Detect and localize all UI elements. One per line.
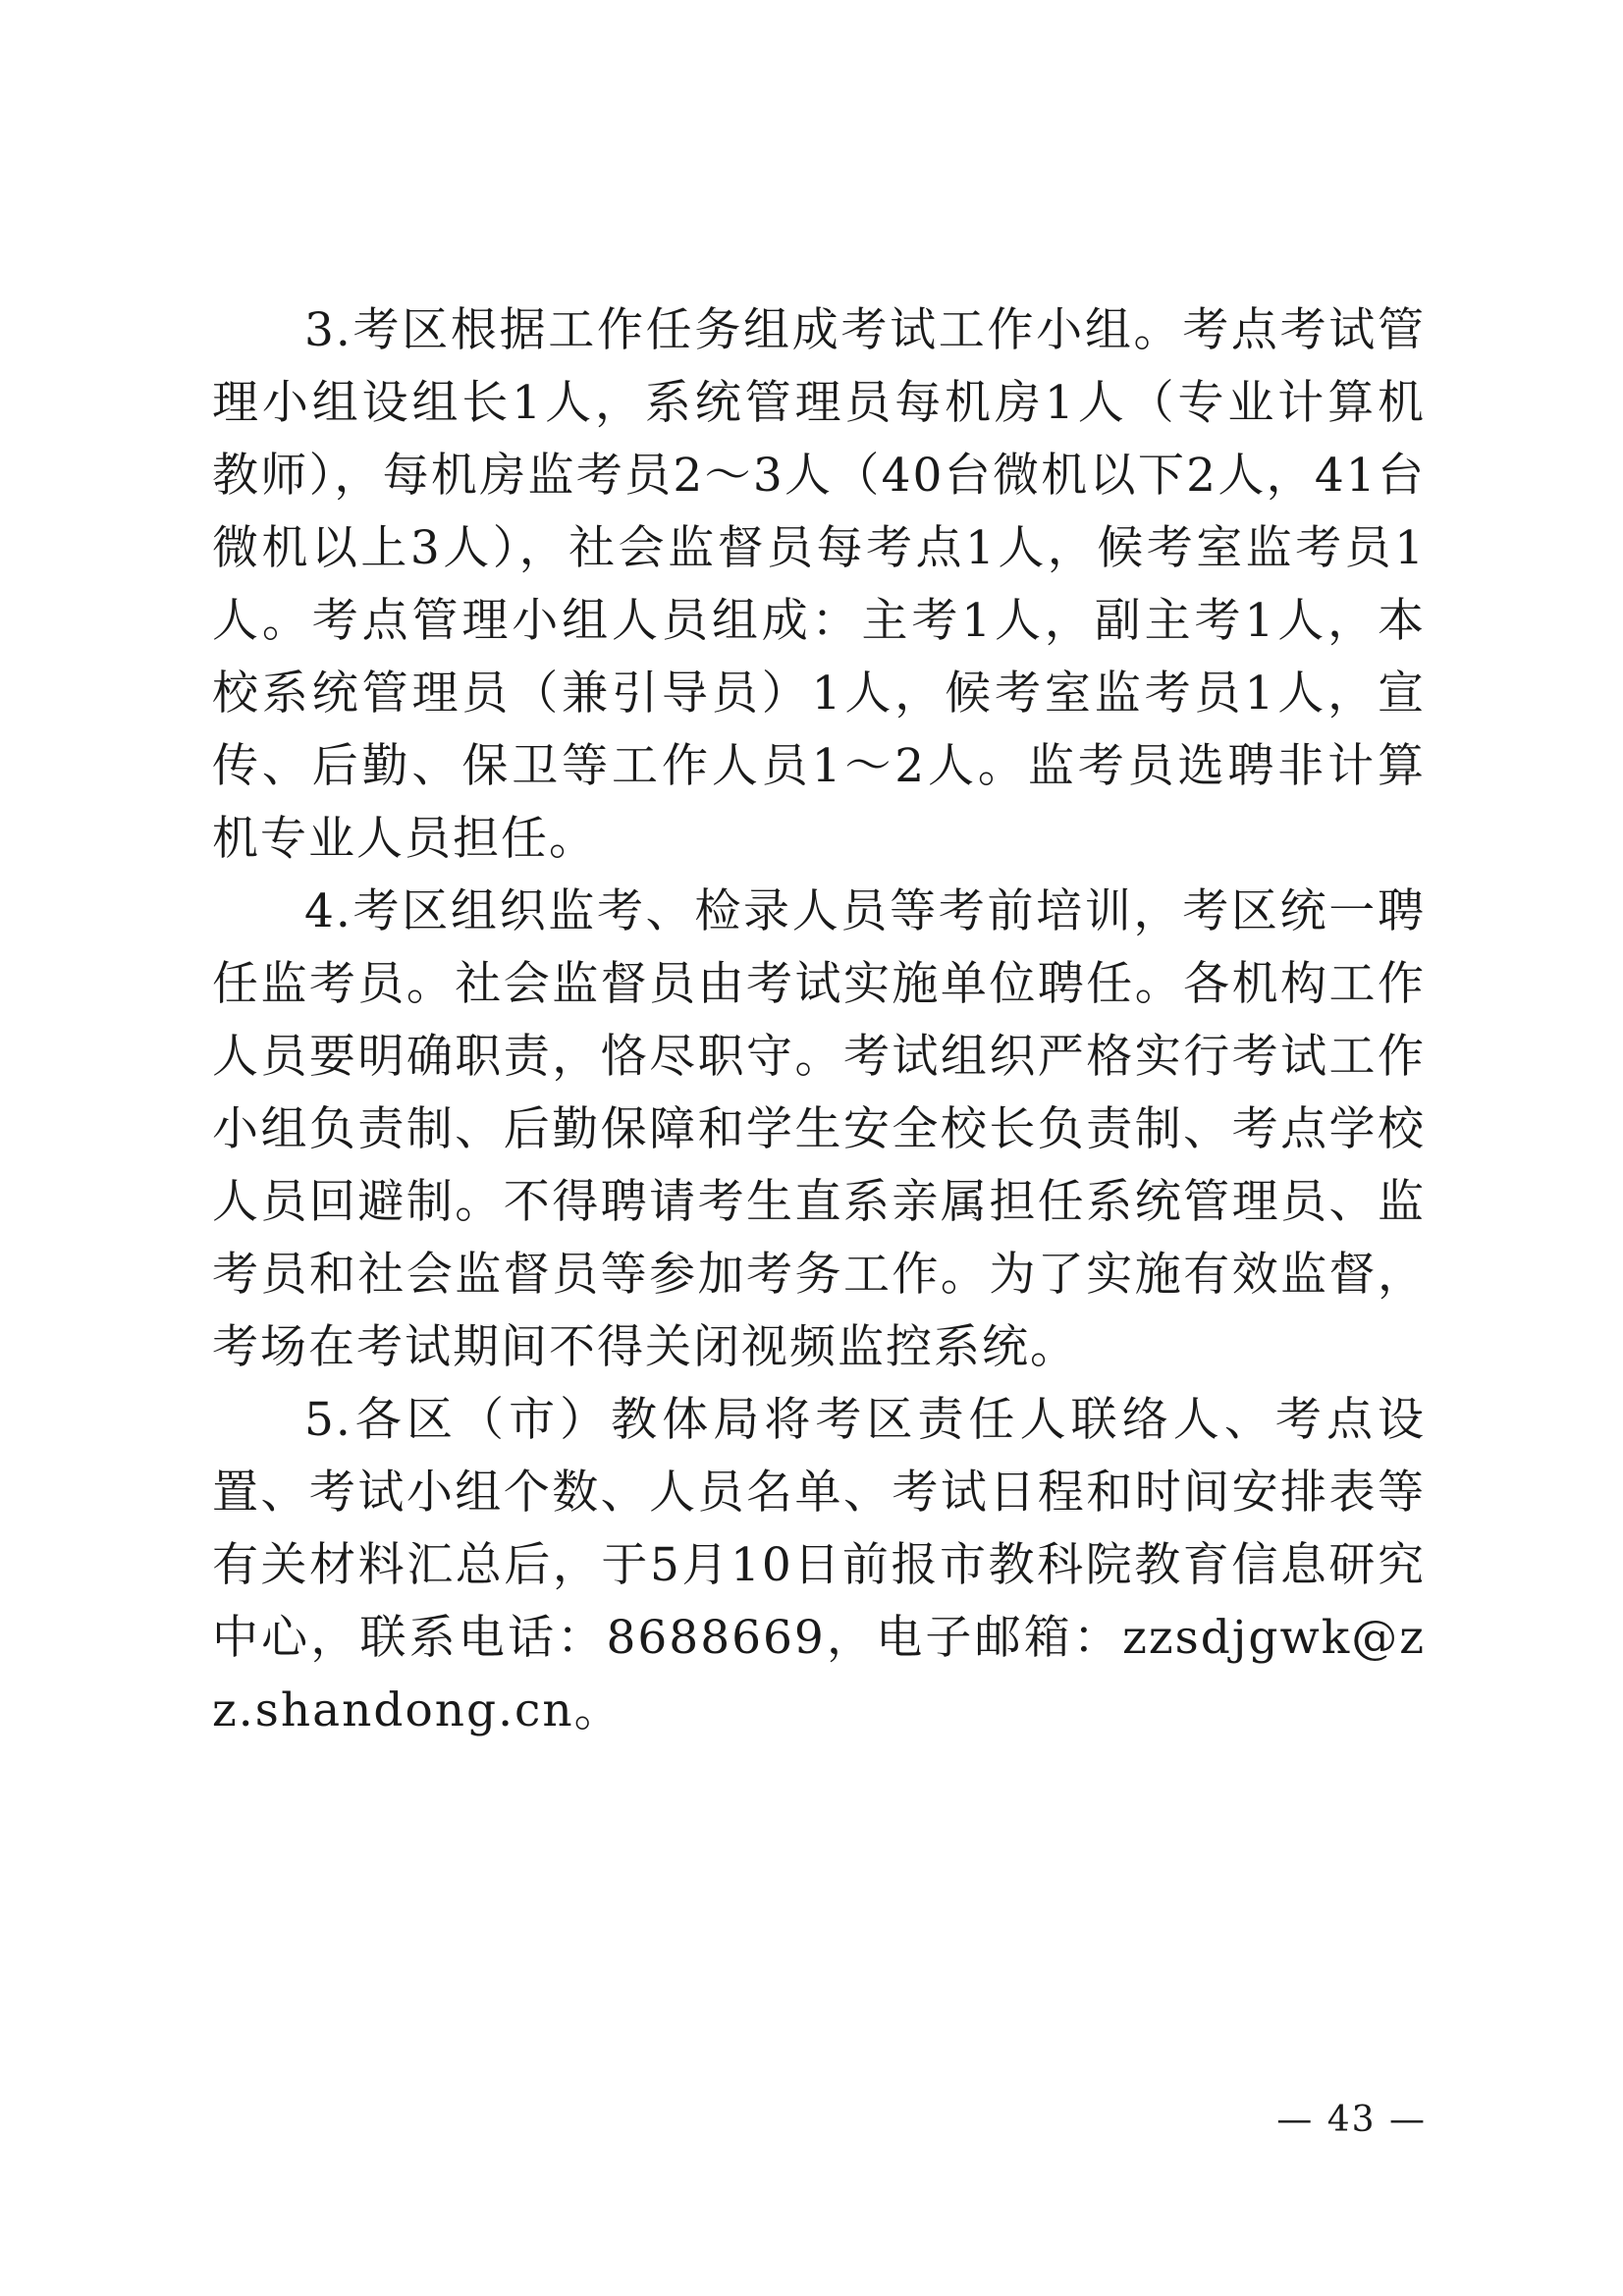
- document-body: [212, 294, 1426, 1747]
- page-number: — 43 —: [1276, 2100, 1427, 2140]
- paragraph-4-training: 4.考区组织监考、检录人员等考前培训，考区统一聘任监考员。社会监督员由考试实施单位聘任。各机构工作人员要明确职责，恪尽职守。考试组织严格实行考试工作小组负责制、后勤保障和学生安全校长负责制、考点学校人员回避制。不得聘请考生直系亲属担任系统管理员、监考员和社会监督员等参加考务工作。为了实施有效监督，考场在考试期间不得关闭视频监控系统。: [212, 884, 1426, 1374]
- paragraph-5-reporting: 5.各区（市）教体局将考区责任人联络人、考点设置、考试小组个数、人员名单、考试日程和时间安排表等有关材料汇总后，于5月10日前报市教科院教育信息研究中心，联系电话：8688669，电子邮箱：zzsdjgwk@zz.shandong.cn。: [212, 1393, 1426, 1737]
- paragraph-3-work-groups: 3.考区根据工作任务组成考试工作小组。考点考试管理小组设组长1人，系统管理员每机房1人（专业计算机教师），每机房监考员2～3人（40台微机以下2人，41台微机以上3人），社会监督员每考点1人，候考室监考员1人。考点管理小组人员组成：主考1人，副主考1人，本校系统管理员（兼引导员）1人，候考室监考员1人，宣传、后勤、保卫等工作人员1～2人。监考员选聘非计算机专业人员担任。: [212, 303, 1426, 866]
